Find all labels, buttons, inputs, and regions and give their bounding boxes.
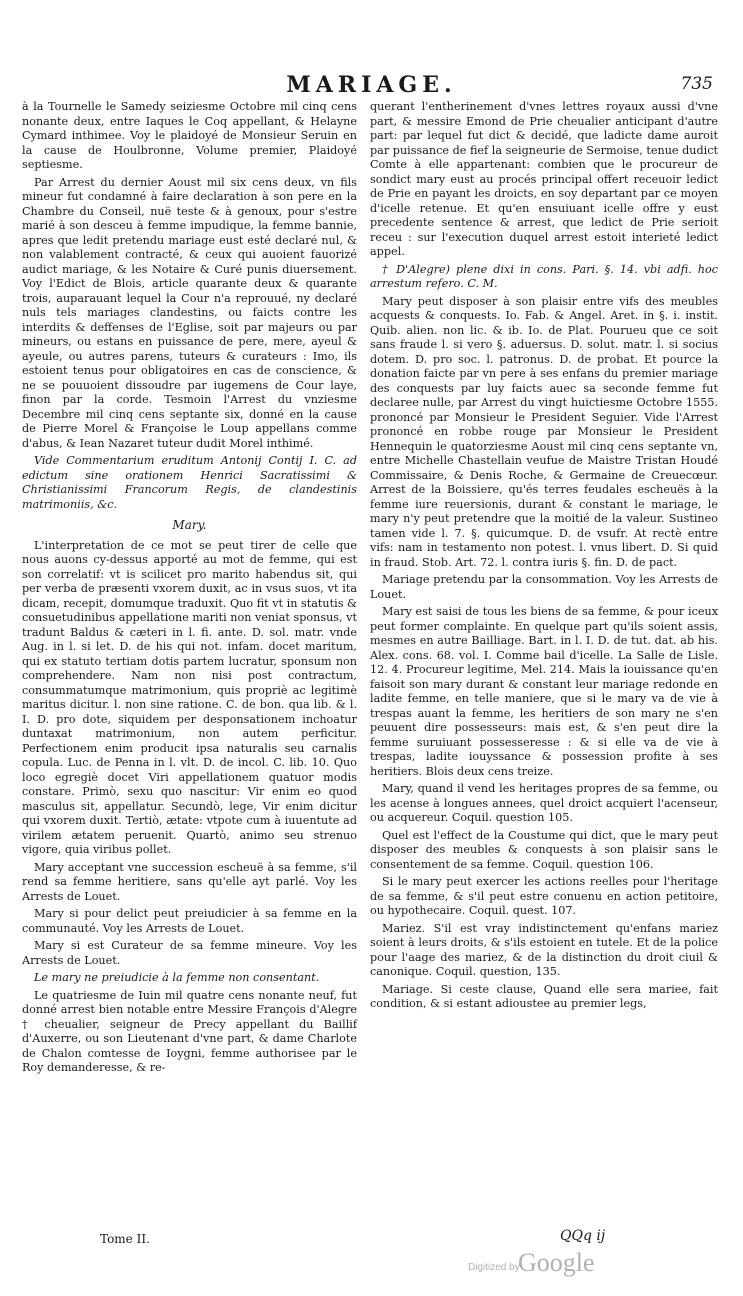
paragraph: Si le mary peut exercer les actions reelles pour l'heritage de sa femme, & s'il peut estre conuenu en action petitoire, ou hypothecaire. Coquil. quest. 107. xyxy=(370,875,718,917)
paragraph: Mary est saisi de tous les biens de sa femme, & pour iceux peut former complainte. En quelque part qu'ils soient assis, mesmes en autre Bailliage. Bart. in l. I. D. de tut. dat. ab his. Alex. cons. 68. vol. I. Comme bail d'icelle. La Salle de Lisle. 12. 4. Procureur legitime, Mel. 214. Mais la iouissance qu'en faisoit son mary durant & constant leur mariage redonde en ladite femme, en telle maniere, que si le mary va de vie à trespas auant la femme, les heritiers de son mary ne s'en peuuent dire possesseurs: mais est, & s'en peut dire la femme suruiuant possesseresse : & si elle va de vie à trespas, ladite iouyssance & possession profite à ses heritiers. Blois deux cens treize. xyxy=(370,605,718,778)
digitized-watermark xyxy=(468,1250,628,1280)
section-heading: Mary. xyxy=(172,518,207,532)
right-column xyxy=(370,100,718,1015)
watermark-prefix: Digitized by xyxy=(468,1262,520,1273)
paragraph: Mary, quand il vend les heritages propres de sa femme, ou les acense à longues annees, quel droict acquiert l'acenseur, ou acquereur. Coquil. question 105. xyxy=(370,782,718,824)
signature-mark: QQq ij xyxy=(560,1228,606,1244)
paragraph: Le mary ne preiudicie à la femme non consentant. xyxy=(34,971,320,984)
paragraph: Mariez. S'il est vray indistinctement qu'enfans mariez soient à leurs droits, & s'ils estoient en tutele. Et de la police pour l'aage des mariez, & de la distinction du droit ciuil & canonique. Coquil. question, 135. xyxy=(370,921,718,978)
paragraph: Mary acceptant vne succession escheuë à sa femme, s'il rend sa femme heritiere, sans qu'elle ayt parlé. Voy les Arrests de Louet. xyxy=(22,860,357,903)
paragraph: querant l'entherinement d'vnes lettres royaux aussi d'vne part, & messire Emond de Prie cheualier anticipant d'autre part: par lequel fut dict & decidé, que ladicte dame auroit par puissance de fief la seigneurie de Sermoise, tenue dudict Comte à elle appartenant: combien que le procureur de sondict mary eust au procés principal offert receuoir ledict de Prie en payant les droicts, en soy departant par ce moyen d'icelle retenue. Et qu'en ensuiuant icelle offre y eust precedente sentence & arrest, que ledict de Prie serioit receu : sur l'execution duquel arrest estoit interieté ledict appel. xyxy=(370,100,718,258)
volume-label: Tome II. xyxy=(100,1232,150,1246)
paragraph: à la Tournelle le Samedy seiziesme Octobre mil cinq cens nonante deux, entre Iaques le Coq appellant, & Helayne Cymard inthimee. Voy le plaidoyé de Monsieur Seruin en la cause de Houlbronne, Volume premier, Plaidoyé septiesme. xyxy=(22,100,357,171)
running-header xyxy=(30,72,713,98)
paragraph: Vide Commentarium eruditum Antonij Contij I. C. ad edictum sine orationem Henrici Sacratissimi & Christianissimi Francorum Regis, de clandestinis matrimoniis, &c. xyxy=(22,454,357,511)
paragraph: Par Arrest du dernier Aoust mil six cens deux, vn fils mineur fut condamné à faire declaration à son pere en la Chambre du Conseil, nuë teste & à genoux, pour s'estre marié à son desceu à femme impudique, la femme bannie, apres que ledit pretendu mariage eust esté declaré nul, & non valablement contracté, & ceux qui auoient fauorizé audict mariage, & les Notaire & Curé punis diuersement. Voy l'Edict de Blois, article quarante deux & quarante trois, auparauant lequel la Cour n'a reprouué, ny declaré nuls tels mariages clandestins, ou faicts contre les interdits & deffenses de l'Eglise, soit par majeurs ou par mineurs, ou estans en puissance de pere, mere, ayeul & ayeule, ou autres parens, tuteurs & curateurs : Imo, ils estoient tenus pour obligatoires en cas de conscience, & ne se pouuoient dissoudre par iugemens de Cour laye, finon par la corde. Tesmoin l'Arrest du vnziesme Decembre mil cinq cens septante six, donné en la cause de Pierre Morel & Françoise le Loup appellans comme d'abus, & Iean Nazaret tuteur dudit Morel inthimé. xyxy=(22,175,357,450)
paragraph: Le quatriesme de Iuin mil quatre cens nonante neuf, fut donné arrest bien notable entre Messire François d'Alegre † cheualier, seigneur de Precy appellant du Baillif d'Auxerre, ou son Lieutenant d'vne part, & dame Charlote de Chalon comtesse de Ioygni, femme authorisee par le Roy demanderesse, & re- xyxy=(22,988,357,1074)
paragraph: Mariage. Si ceste clause, Quand elle sera mariee, fait condition, & si estant adioustee au premier legs, xyxy=(370,982,718,1010)
paragraph: L'interpretation de ce mot se peut tirer de celle que nous auons cy-dessus apporté au mot de femme, qui est son correlatif: vt is scilicet pro marito habendus sit, qui per verba de præsenti vxorem duxit, ac in vsus suos, vt ita dicam, recepit, domumque traduxit. Quo fit vt in statutis & consuetudinibus appellatione mariti non veniat sponsus, vt tradunt Baldus & cæteri in l. fi. ante. D. sol. matr. vnde Aug. in l. si let. D. de his qui not. infam. docet maritum, qui ex statuto tertiam dotis partem lucratur, sponsum non comprehendere. Nam non nisi post contractum, consummatumque matrimonium, quis propriè ac legitimè maritus dicitur. l. non sine ratione. C. de bon. qua lib. & l. I. D. pro dote, siquidem per desponsationem inchoatur duntaxat matrimonium, non autem perficitur. Perfectionem enim producit ipsa naturalis seu carnalis copula. Luc. de Penna in l. vlt. D. de incol. C. lib. 10. Quo loco egregiè docet Viri appellationem quatuor modis constare. Primò, sexu quo nascitur: Vir enim eo quod masculus sit, appellatur. Secundò, lege, Vir enim dicitur qui vxorem duxit. Tertiò, ætate: vtpote cum à iuuentute ad virilem ætatem peruenit. Quartò, animo seu strenuo vigore, quia viribus pollet. xyxy=(22,538,357,856)
paragraph: Mary peut disposer à son plaisir entre vifs des meubles acquests & conquests. Io. Fab. & Angel. Aret. in §. i. instit. Quib. alien. non lic. & ib. Io. de Plat. Pourueu que ce soit sans fraude l. si vero §. aduersus. D. solut. matr. l. si socius dotem. D. pro soc. l. patronus. D. de probat. Et pource la donation faicte par vn pere à ses enfans du premier mariage des conquests par luy faicts auec sa seconde femme fut declaree nulle, par Arrest du vingt huictiesme Octobre 1555. prononcé par Monsieur le President Seguier. Vide l'Arrest prononcé en robbe rouge par Monsieur le President Hennequin le quatorziesme Aoust mil cinq cens septante vn, entre Michelle Chastellain veufue de Maistre Tristan Houdé Commissaire, & Denis Roche, & Germaine de Creuecœur. Arrest de la Boissiere, qu'és terres feudales escheuës à la femme iure reuersionis, durant & constant le mariage, le mary n'y peut pretendre que la moitié de la valeur. Sustineo tamen vide l. 7. §. quicumque. D. de vsufr. At rectè entre vifs: nam in testamento non potest. l. vnus libert. D. Si quid in fraud. Stob. Art. 72. l. contra iuris §. fin. D. de pact. xyxy=(370,294,718,569)
paragraph: Quel est l'effect de la Coustume qui dict, que le mary peut disposer des meubles & conquests à son plaisir sans le consentement de sa femme. Coquil. question 106. xyxy=(370,828,718,871)
paragraph: Mary si pour delict peut preiudicier à sa femme en la communauté. Voy les Arrests de Louet. xyxy=(22,907,357,935)
paragraph: Mariage pretendu par la consommation. Voy les Arrests de Louet. xyxy=(370,573,718,601)
left-column xyxy=(22,100,357,1079)
page-number: 735 xyxy=(680,74,713,94)
google-logo: Google xyxy=(518,1248,595,1277)
page-title: MARIAGE. xyxy=(286,72,457,98)
paragraph: Mary si est Curateur de sa femme mineure. Voy les Arrests de Louet. xyxy=(22,939,357,967)
paragraph: † D'Alegre) plene dixi in cons. Pari. §. 14. vbi adfi. hoc arrestum refero. C. M. xyxy=(370,262,718,290)
